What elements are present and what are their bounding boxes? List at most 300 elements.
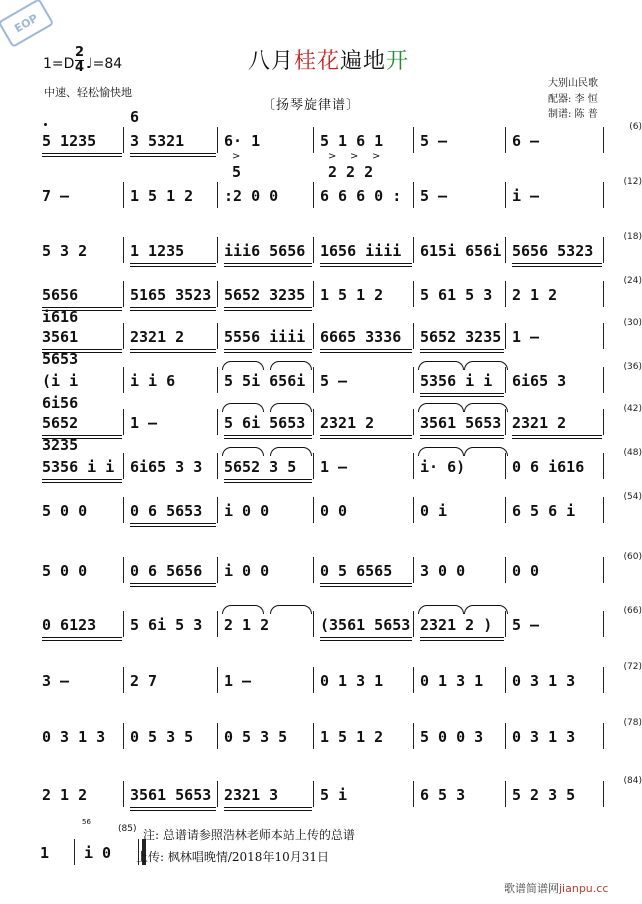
slur-arc — [222, 361, 264, 370]
measure-notes: 0 i — [420, 502, 448, 520]
song-title — [248, 44, 409, 75]
harmony-note: 6 — [130, 108, 140, 126]
measure-notes: 2 7 — [130, 672, 158, 690]
measure-notes: 0 3 1 3 — [512, 728, 576, 746]
underline-eighth — [320, 349, 412, 350]
barline — [413, 323, 414, 349]
measure-notes: 0 6 i616 — [512, 458, 585, 476]
barline — [313, 367, 314, 393]
time-sig-top: 2 — [75, 45, 85, 60]
upload-credit: 上传: 枫林唱晚情/2018年10月31日 — [136, 850, 329, 864]
barline — [413, 182, 414, 208]
accent-mark: > — [350, 151, 359, 162]
barline — [123, 367, 124, 393]
slur-arc — [270, 403, 312, 412]
slur-arc — [464, 361, 508, 370]
measure-notes: 5 3 2 — [42, 242, 88, 260]
underline-eighth — [224, 349, 312, 350]
underline-sixteenth — [224, 438, 312, 439]
measure-notes: 0 0 — [320, 502, 348, 520]
time-sig-bottom: 4 — [75, 60, 85, 75]
barline — [217, 281, 218, 307]
site-watermark — [504, 880, 608, 896]
measure-notes: 6665 3336 — [320, 326, 412, 348]
underline-sixteenth — [42, 310, 122, 311]
underline-sixteenth — [320, 640, 412, 641]
title-part-2: 桂花 — [294, 49, 341, 74]
barline — [413, 453, 414, 479]
barline — [505, 611, 506, 637]
barline — [413, 611, 414, 637]
measure-number: (60) — [623, 552, 642, 562]
measure-notes: 6i65 3 — [512, 372, 567, 390]
underline-sixteenth — [224, 482, 312, 483]
time-signature — [75, 46, 84, 75]
measure-notes: 3561 5653 — [42, 326, 122, 348]
barline — [603, 281, 604, 307]
underline-eighth — [130, 583, 216, 584]
barline — [413, 781, 414, 807]
barline — [123, 409, 124, 435]
barline — [505, 182, 506, 208]
measure-notes: 5356 i i — [420, 370, 504, 392]
measure-number: (66) — [623, 606, 642, 616]
slur-arc — [464, 403, 508, 412]
measure-notes: 0 1 3 1 — [420, 672, 484, 690]
underline-sixteenth — [320, 438, 412, 439]
watermark-label: 歌谱简谱网 — [504, 882, 559, 895]
measure-notes: 2 1 2 — [224, 616, 270, 634]
credit-arranger: 配器: 李 恒 — [548, 94, 598, 105]
score-row — [40, 318, 642, 368]
credit-origin: 大别山民歌 — [548, 78, 598, 89]
barline — [413, 237, 414, 263]
measure-notes: 0 3 1 3 — [512, 672, 576, 690]
barline — [313, 453, 314, 479]
underline-eighth — [224, 435, 312, 436]
slur-arc — [270, 605, 312, 614]
measure-notes: 1 – — [224, 672, 252, 690]
slur-arc — [222, 447, 264, 456]
measure-notes: 2 1 2 — [512, 286, 558, 304]
barline — [313, 667, 314, 693]
measure-notes: 5 0 0 3 — [420, 728, 484, 746]
watermark-site: jianpu.cc — [559, 882, 609, 895]
measure-number: (18) — [623, 232, 642, 242]
barline — [123, 237, 124, 263]
underline-eighth — [420, 435, 504, 436]
barline — [505, 781, 506, 807]
barline — [603, 367, 604, 393]
measure-notes: (i i 6i56 — [42, 372, 79, 412]
underline-sixteenth — [130, 526, 216, 527]
measure-notes: 3 – — [42, 672, 70, 690]
slur-arc — [418, 447, 464, 456]
footnote: 注: 总谱请参照浩林老师本站上传的总谱 — [143, 828, 355, 842]
barline — [217, 237, 218, 263]
measure-notes: 5 1235 — [42, 130, 122, 152]
barline — [313, 409, 314, 435]
measure-notes: 615i 656i — [420, 242, 502, 260]
underline-eighth — [224, 479, 312, 480]
barline — [123, 497, 124, 523]
barline — [313, 497, 314, 523]
title-part-3: 遍地 — [340, 49, 387, 74]
barline — [217, 723, 218, 749]
slur-arc — [222, 403, 264, 412]
underline-sixteenth — [512, 438, 602, 439]
barline — [505, 281, 506, 307]
barline — [505, 237, 506, 263]
barline — [74, 839, 75, 865]
measure-number: (36) — [623, 362, 642, 372]
harmony-note: 5 — [232, 163, 242, 181]
score-row — [40, 492, 642, 524]
measure-notes: 5 – — [512, 616, 540, 634]
score-row — [40, 448, 642, 480]
barline — [603, 557, 604, 583]
barline — [603, 497, 604, 523]
underline-eighth — [420, 637, 504, 638]
barline — [603, 723, 604, 749]
underline-sixteenth — [420, 352, 504, 353]
barline — [313, 237, 314, 263]
barline — [603, 237, 604, 263]
measure-number: (48) — [623, 448, 642, 458]
measure-notes: 5 6i 5653 — [224, 412, 312, 434]
measure-notes: 2321 2 — [130, 326, 216, 348]
measure-notes: 3561 5653 — [420, 412, 504, 434]
underline-eighth — [130, 523, 216, 524]
barline — [123, 323, 124, 349]
barline — [505, 367, 506, 393]
underline-eighth — [420, 349, 504, 350]
measure-notes: 5652 3235 — [224, 284, 312, 306]
measure-notes: 1 – — [512, 328, 540, 346]
tempo-mark: ♩=84 — [86, 56, 123, 72]
barline — [313, 323, 314, 349]
measure-notes: 0 6 5656 — [130, 560, 216, 582]
underline-eighth — [224, 807, 312, 808]
measure-notes: 5 – — [420, 132, 448, 150]
barline — [313, 781, 314, 807]
barline — [123, 127, 124, 153]
underline-sixteenth — [320, 266, 412, 267]
barline — [413, 281, 414, 307]
underline-sixteenth — [42, 482, 122, 483]
measure-number: (72) — [623, 662, 642, 672]
underline-sixteenth — [224, 352, 312, 353]
stamp-logo: EOP — [0, 0, 54, 48]
underline-eighth — [420, 393, 504, 394]
measure-notes: 3 0 0 — [420, 562, 466, 580]
measure-notes: 2321 3 — [224, 784, 312, 806]
measure-notes: 0 0 — [512, 562, 540, 580]
underline-sixteenth — [224, 266, 312, 267]
underline-eighth — [130, 307, 216, 308]
measure-notes: 0 5 6565 — [320, 560, 412, 582]
underline-eighth — [42, 307, 122, 308]
measure-notes: i 0 0 — [224, 562, 270, 580]
measure-notes: 5356 i i — [42, 456, 122, 478]
measure-notes: i· 6) — [420, 458, 466, 476]
barline — [505, 497, 506, 523]
barline — [603, 667, 604, 693]
barline — [217, 611, 218, 637]
barline — [505, 667, 506, 693]
slur-arc — [270, 361, 312, 370]
underline-sixteenth — [224, 310, 312, 311]
measure-number: (12) — [623, 177, 642, 187]
underline-sixteenth — [42, 438, 122, 439]
measure-notes: 2321 2 ) — [420, 614, 504, 636]
underline-eighth — [130, 807, 216, 808]
underline-sixteenth — [420, 640, 504, 641]
measure-number: (84) — [623, 776, 642, 786]
underline-eighth — [130, 263, 216, 264]
barline — [123, 611, 124, 637]
underline-sixteenth — [130, 586, 216, 587]
barline — [603, 182, 604, 208]
barline — [217, 497, 218, 523]
measure-notes: 5 – — [320, 372, 348, 390]
measure-notes: 5 0 0 — [42, 502, 88, 520]
barline — [217, 367, 218, 393]
measure-notes: i i 6 — [130, 372, 176, 390]
barline — [505, 723, 506, 749]
barline — [123, 281, 124, 307]
measure-number: (6) — [629, 122, 642, 132]
measure-notes: 5 6i 5 3 — [130, 616, 203, 634]
measure-notes: 1 — [40, 844, 50, 862]
barline — [217, 323, 218, 349]
barline — [123, 667, 124, 693]
underline-eighth — [320, 435, 412, 436]
barline — [603, 611, 604, 637]
title-part-1: 八月 — [248, 49, 295, 74]
underline-eighth — [42, 479, 122, 480]
measure-notes: 0 6123 — [42, 614, 122, 636]
underline-sixteenth — [420, 438, 504, 439]
measure-notes: i 0 — [84, 844, 112, 862]
score-row — [40, 662, 642, 694]
barline — [313, 723, 314, 749]
final-grace-note: 56 — [82, 818, 91, 826]
measure-notes: iii6 5656 — [224, 240, 312, 262]
barline — [123, 182, 124, 208]
measure-notes: 2321 2 — [512, 412, 602, 434]
measure-notes: 1 1235 — [130, 240, 216, 262]
barline — [313, 182, 314, 208]
measure-notes: 5556 iiii — [224, 326, 312, 348]
score-row — [40, 718, 642, 750]
barline — [413, 127, 414, 153]
underline-sixteenth — [130, 310, 216, 311]
barline — [505, 323, 506, 349]
score-row — [40, 552, 642, 584]
measure-notes: 5 5i 656i — [224, 372, 306, 390]
measure-notes: 5652 3235 — [42, 412, 122, 434]
measure-notes: 1 – — [130, 414, 158, 432]
measure-notes: 5 61 5 3 — [420, 286, 493, 304]
measure-number: (78) — [623, 718, 642, 728]
slur-arc — [222, 605, 264, 614]
measure-number: (24) — [623, 276, 642, 286]
measure-notes: :2 0 0 — [224, 187, 279, 205]
accent-mark: > — [232, 151, 241, 162]
measure-notes: 6· 1 — [224, 132, 261, 150]
barline — [217, 182, 218, 208]
underline-sixteenth — [512, 266, 602, 267]
measure-notes: 5165 3523 — [130, 284, 216, 306]
underline-sixteenth — [130, 266, 216, 267]
measure-notes: 5 – — [420, 187, 448, 205]
barline — [603, 453, 604, 479]
measure-notes: 0 3 1 3 — [42, 728, 106, 746]
measure-notes: 5 1 6 1 — [320, 132, 384, 150]
measure-notes: 0 5 3 5 — [130, 728, 194, 746]
underline-sixteenth — [42, 640, 122, 641]
slur-arc — [270, 447, 312, 456]
barline — [413, 723, 414, 749]
measure-notes: 6i65 3 3 — [130, 458, 203, 476]
measure-notes: 1 5 1 2 — [130, 187, 194, 205]
measure-notes: 3561 5653 — [130, 784, 216, 806]
underline-sixteenth — [224, 810, 312, 811]
underline-eighth — [512, 263, 602, 264]
measure-notes: 1 – — [320, 458, 348, 476]
score-subtitle: 〔扬琴旋律谱〕 — [262, 98, 361, 113]
measure-notes: 1 5 1 2 — [320, 728, 384, 746]
underline-sixteenth — [130, 156, 216, 157]
tempo-description: 中速、轻松愉快地 — [44, 86, 132, 99]
barline — [413, 557, 414, 583]
barline — [123, 723, 124, 749]
slur-arc — [418, 361, 464, 370]
barline — [123, 453, 124, 479]
measure-notes: 5 0 0 — [42, 562, 88, 580]
measure-notes: 5652 3 5 — [224, 456, 312, 478]
barline — [217, 409, 218, 435]
barline — [603, 409, 604, 435]
score-row — [40, 606, 642, 638]
accent-mark: > — [328, 151, 337, 162]
barline — [413, 497, 414, 523]
underline-eighth — [130, 349, 216, 350]
measure-notes: 5656 5323 — [512, 240, 602, 262]
barline — [313, 557, 314, 583]
final-measure-number: (85) — [118, 824, 137, 834]
underline-eighth — [42, 349, 122, 350]
score-row — [40, 151, 642, 209]
measure-notes: 1 5 1 2 — [320, 286, 384, 304]
barline — [413, 409, 414, 435]
barline — [217, 557, 218, 583]
measure-notes: 0 5 3 5 — [224, 728, 288, 746]
barline — [217, 667, 218, 693]
barline — [313, 281, 314, 307]
measure-number: (54) — [623, 492, 642, 502]
measure-notes: 2 1 2 — [42, 786, 88, 804]
barline — [413, 367, 414, 393]
underline-sixteenth — [420, 396, 504, 397]
measure-notes: i 0 0 — [224, 502, 270, 520]
accent-mark: > — [372, 151, 381, 162]
underline-eighth — [224, 307, 312, 308]
measure-notes: 5 2 3 5 — [512, 786, 576, 804]
slur-arc — [418, 403, 464, 412]
title-part-4: 开 — [386, 49, 410, 74]
key-signature: 1=D — [43, 56, 75, 72]
underline-sixteenth — [42, 352, 122, 353]
underline-sixteenth — [320, 586, 412, 587]
barline — [217, 781, 218, 807]
measure-notes: 5656 i616 — [42, 284, 122, 306]
measure-number: (42) — [623, 404, 642, 414]
underline-eighth — [42, 637, 122, 638]
measure-notes: 1656 iiii — [320, 240, 412, 262]
measure-notes: i – — [512, 187, 540, 205]
barline — [505, 453, 506, 479]
underline-sixteenth — [42, 156, 122, 157]
underline-eighth — [512, 435, 602, 436]
credit-notation: 制谱: 陈 普 — [548, 109, 598, 120]
barline — [505, 557, 506, 583]
score-row — [40, 776, 642, 808]
measure-notes: 2321 2 — [320, 412, 412, 434]
underline-eighth — [320, 583, 412, 584]
barline — [123, 557, 124, 583]
barline — [505, 409, 506, 435]
barline — [603, 781, 604, 807]
measure-notes: (3561 5653 — [320, 614, 412, 636]
measure-notes: 0 6 5653 — [130, 500, 216, 522]
slur-arc — [464, 605, 508, 614]
barline — [505, 127, 506, 153]
underline-sixteenth — [130, 810, 216, 811]
measure-notes: 6 – — [512, 132, 540, 150]
measure-notes: 6 5 3 — [420, 786, 466, 804]
measure-notes: 5 i — [320, 786, 348, 804]
barline — [123, 781, 124, 807]
barline — [413, 667, 414, 693]
harmony-notes: 2 2 2 — [328, 163, 374, 181]
underline-eighth — [42, 435, 122, 436]
measure-notes: 5652 3235 — [420, 326, 504, 348]
measure-notes: 6 6 6 0 : — [320, 187, 402, 205]
barline — [217, 127, 218, 153]
barline — [603, 323, 604, 349]
barline — [313, 611, 314, 637]
underline-sixteenth — [130, 352, 216, 353]
measure-notes: 0 1 3 1 — [320, 672, 384, 690]
barline — [217, 453, 218, 479]
slur-arc — [464, 447, 508, 456]
underline-sixteenth — [320, 352, 412, 353]
measure-notes: 7 – — [42, 187, 70, 205]
underline-eighth — [224, 263, 312, 264]
barline — [313, 127, 314, 153]
measure-notes: 6 5 6 i — [512, 502, 576, 520]
measure-notes: 3 5321 — [130, 130, 216, 152]
underline-eighth — [42, 153, 122, 154]
underline-eighth — [130, 153, 216, 154]
measure-number: (30) — [623, 318, 642, 328]
underline-eighth — [320, 637, 412, 638]
score-row — [40, 232, 642, 264]
barline — [603, 127, 604, 153]
underline-eighth — [320, 263, 412, 264]
